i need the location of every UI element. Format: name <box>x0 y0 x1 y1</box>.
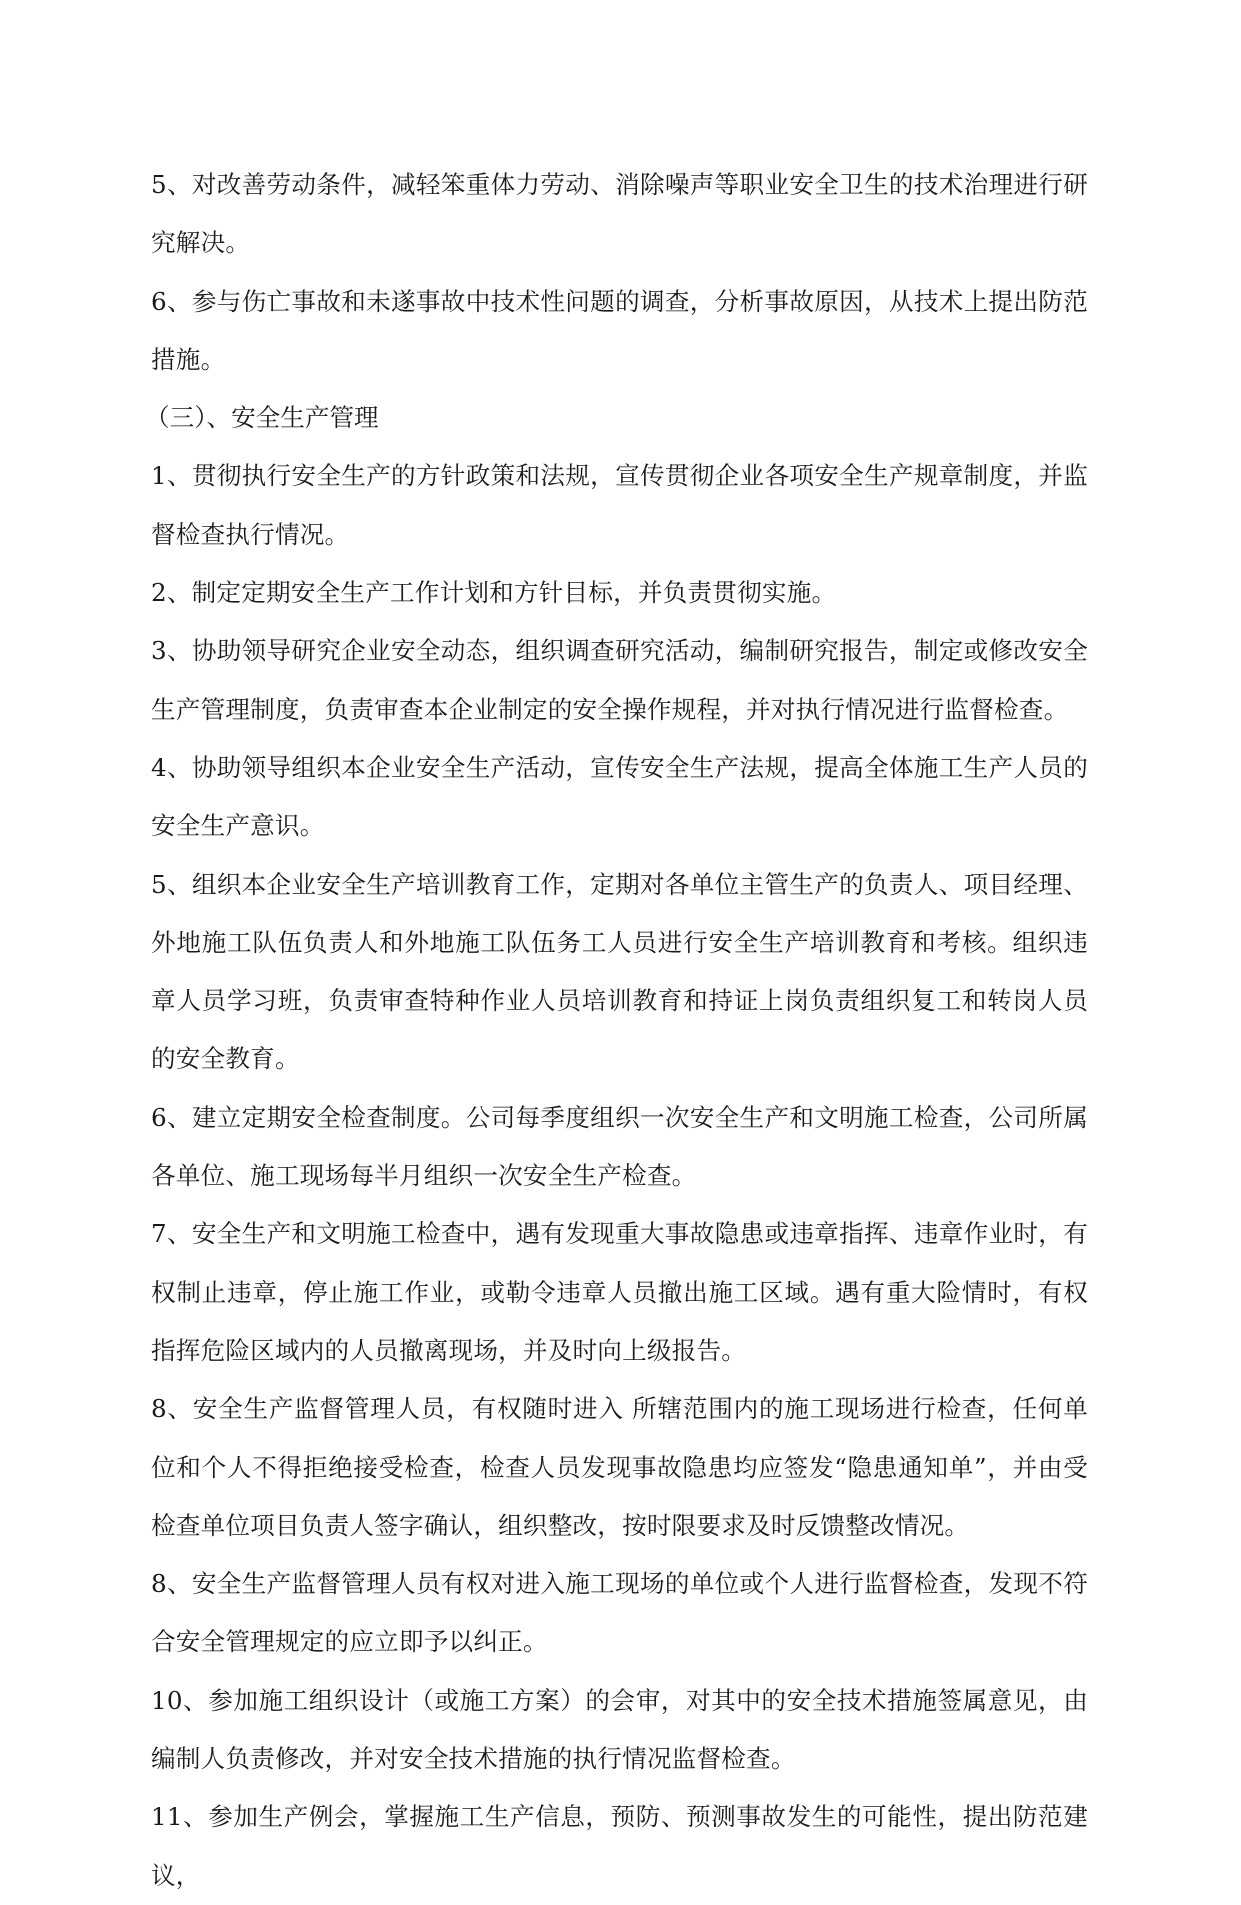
paragraph-item-11: 11、参加生产例会，掌握施工生产信息，预防、预测事故发生的可能性，提出防范建议， <box>151 1802 1088 1890</box>
paragraph-item-1: 1、贯彻执行安全生产的方针政策和法规，宣传贯彻企业各项安全生产规章制度，并监督检查执行情况。 <box>151 461 1088 549</box>
paragraph-item-8b: 8、安全生产监督管理人员有权对进入施工现场的单位或个人进行监督检查，发现不符合安全管理规定的应立即予以纠正。 <box>151 1569 1088 1657</box>
paragraph-item-4: 4、协助领导组织本企业安全生产活动，宣传安全生产法规，提高全体施工生产人员的安全生产意识。 <box>151 752 1088 841</box>
paragraph-item-5-labor-conditions: 5、对改善劳动条件，减轻笨重体力劳动、消除噪声等职业安全卫生的技术治理进行研究解决。 <box>151 170 1088 258</box>
section-heading: （三）、安全生产管理 <box>145 403 379 433</box>
paragraph-item-8a: 8、安全生产监督管理人员，有权随时进入 所辖范围内的施工现场进行检查，任何单位和个人不得拒绝接受检查，检查人员发现事故隐患均应签发“隐患通知单”，并由受检查单位项目负责人签字确认，组织整改，按时限要求及时反馈整改情况。 <box>151 1394 1088 1540</box>
paragraph-item-2: 2、制定定期安全生产工作计划和方针目标，并负责贯彻实施。 <box>151 578 837 608</box>
paragraph-item-10: 10、参加施工组织设计（或施工方案）的会审，对其中的安全技术措施签属意见，由编制人负责修改，并对安全技术措施的执行情况监督检查。 <box>151 1685 1088 1774</box>
paragraph-item-6: 6、建立定期安全检查制度。公司每季度组织一次安全生产和文明施工检查，公司所属各单位、施工现场每半月组织一次安全生产检查。 <box>151 1102 1088 1191</box>
paragraph-item-5: 5、组织本企业安全生产培训教育工作，定期对各单位主管生产的负责人、项目经理、外地施工队伍负责人和外地施工队伍务工人员进行安全生产培训教育和考核。组织违章人员学习班，负责审查特种作业人员培训教育和持证上岗负责组织复工和转岗人员的安全教育。 <box>151 869 1088 1074</box>
paragraph-item-3: 3、协助领导研究企业安全动态，组织调查研究活动，编制研究报告，制定或修改安全生产管理制度，负责审查本企业制定的安全操作规程，并对执行情况进行监督检查。 <box>151 636 1088 724</box>
document-page <box>145 156 1088 1905</box>
paragraph-item-7: 7、安全生产和文明施工检查中，遇有发现重大事故隐患或违章指挥、违章作业时，有权制止违章，停止施工作业，或勒令违章人员撤出施工区域。遇有重大险情时，有权指挥危险区域内的人员撤离现场，并及时向上级报告。 <box>151 1219 1088 1365</box>
paragraph-item-6-accident-investigation: 6、参与伤亡事故和未遂事故中技术性问题的调查，分析事故原因，从技术上提出防范措施。 <box>151 286 1088 374</box>
